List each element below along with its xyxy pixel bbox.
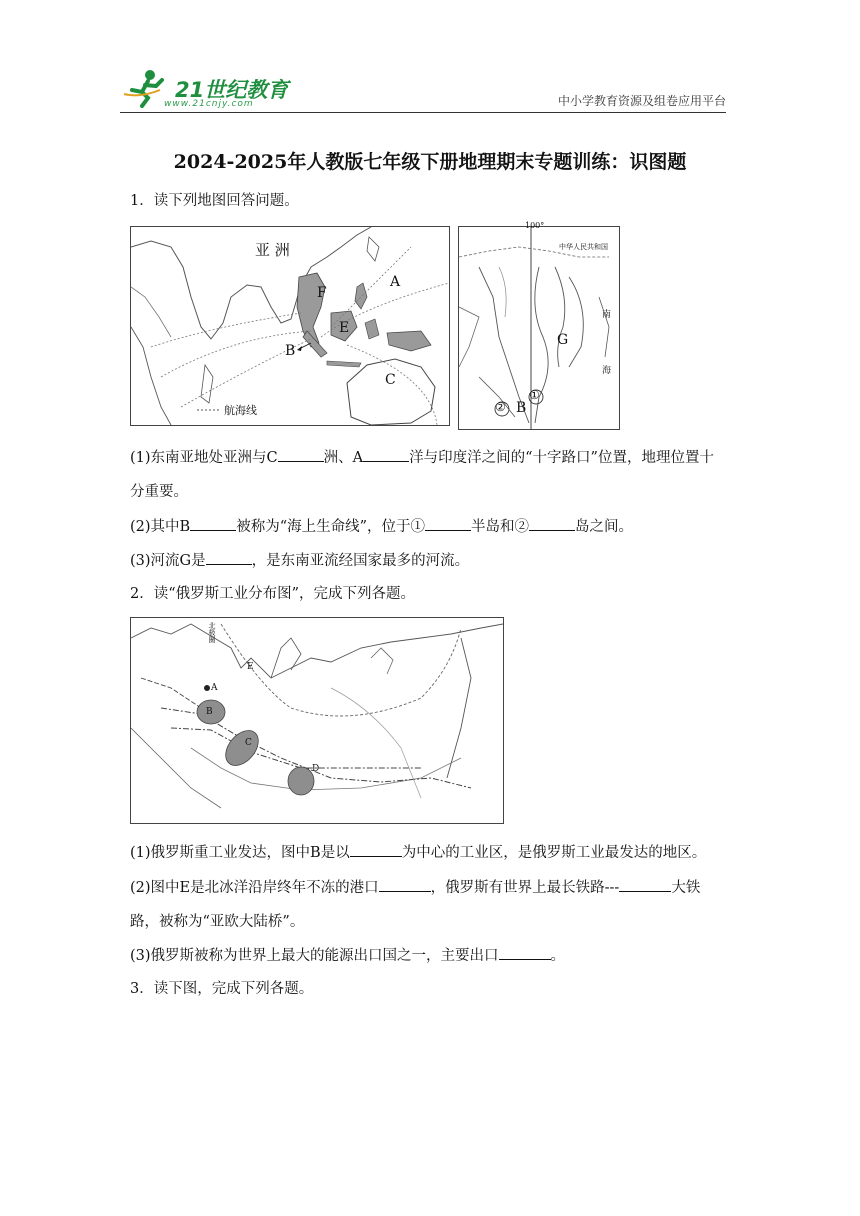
page-header — [120, 68, 726, 116]
header-divider — [120, 112, 726, 113]
q1-blank-island[interactable] — [529, 516, 575, 531]
q1-sub3-text-a: (3)河流G是 — [130, 553, 206, 569]
q2-sub1-text-b: 为中心的工业区，是俄罗斯工业最发达的地区。 — [401, 845, 707, 861]
q2-sub3-text-a: (3)俄罗斯被称为世界上最大的能源出口国之一，主要出口 — [130, 948, 499, 964]
q1-map-indochina — [458, 221, 620, 430]
map1-label-e: E — [339, 320, 350, 336]
q2-sub1-text-a: (1)俄罗斯重工业发达，图中B是以 — [130, 845, 350, 861]
map2-label-b: B — [516, 400, 527, 416]
q1-sub2-text-b: 被称为“海上生命线”，位于① — [236, 519, 426, 535]
logo-text: 21世纪教育 — [175, 78, 289, 102]
map3-label-c: C — [245, 738, 252, 748]
map3-arctic-circle-label: 北极圈 — [208, 622, 216, 643]
logo — [120, 68, 290, 112]
map2-label-g: G — [557, 332, 569, 348]
map1-label-a: A — [390, 274, 401, 290]
map2-label-circle-2: ② — [495, 400, 506, 414]
q1-sub1-text-c: 洋与印度洋之间的“十字路口”位置，地理位置十 — [409, 450, 714, 466]
map2-country-label: 中华人民共和国 — [559, 243, 608, 251]
q1-sub1-text-b: 洲、A — [323, 450, 364, 466]
q1-sub2-text-d: 岛之间。 — [575, 519, 634, 535]
q2-sub1 — [130, 841, 706, 862]
q1-sub3 — [130, 549, 469, 570]
map2-meridian-label: 100° — [525, 221, 545, 230]
map3-label-a: A — [211, 683, 218, 693]
q1-sub2-text-a: (2)其中B — [130, 519, 191, 535]
q2-sub2-text-a: (2)图中E是北冰洋沿岸终年不冻的港口 — [130, 880, 379, 896]
map2-label-circle-1: ① — [529, 388, 540, 402]
q1-sub3-text-b: ，是东南亚流经国家最多的河流。 — [251, 553, 470, 569]
map3-label-b: B — [206, 707, 213, 717]
q2-sub2-line2: 路，被称为“亚欧大陆桥”。 — [130, 914, 305, 930]
q1-blank-continent[interactable] — [278, 447, 324, 462]
q2-sub2-text-b: ，俄罗斯有世界上最长铁路--- — [430, 880, 620, 896]
map1-asia-label: 亚 洲 — [255, 241, 290, 259]
q1-blank-strait[interactable] — [190, 516, 236, 531]
q1-sub1-line1 — [130, 446, 714, 467]
q2-stem: 2．读“俄罗斯工业分布图”，完成下列各题。 — [130, 586, 416, 602]
map3-label-d: D — [312, 764, 320, 774]
q2-sub2-line1 — [130, 876, 700, 897]
q2-blank-energy-export[interactable] — [499, 945, 551, 960]
q1-blank-ocean[interactable] — [363, 447, 409, 462]
q1-blank-river[interactable] — [206, 550, 252, 565]
q2-blank-industrial-center[interactable] — [350, 842, 402, 857]
page-title: 2024-2025年人教版七年级下册地理期末专题训练：识图题 — [173, 151, 687, 173]
q1-blank-peninsula[interactable] — [425, 516, 471, 531]
q1-sub2-text-c: 半岛和② — [471, 519, 530, 535]
q1-sub2 — [130, 515, 633, 536]
q2-blank-port[interactable] — [379, 877, 431, 892]
map3-label-e: E — [247, 662, 254, 672]
q2-blank-railway[interactable] — [619, 877, 671, 892]
q1-map-southeast-asia — [130, 226, 450, 426]
q2-map-russia-industry — [130, 617, 504, 824]
map2-sea-char-1: 南 — [602, 310, 612, 320]
map1-label-f: F — [317, 285, 327, 301]
q1-sub1-text-a: (1)东南亚地处亚洲与C — [130, 450, 278, 466]
q2-sub3 — [130, 944, 565, 965]
logo-url: www.21cnjy.com — [164, 99, 254, 109]
q1-sub1-line2: 分重要。 — [130, 484, 188, 500]
q3-stem: 3．读下图，完成下列各题。 — [130, 981, 314, 997]
map2-sea-char-2: 海 — [602, 366, 612, 376]
map1-legend-label: 航海线 — [224, 404, 257, 417]
map1-label-c: C — [385, 372, 396, 388]
platform-name: 中小学教育资源及组卷应用平台 — [557, 94, 726, 108]
q1-stem: 1．读下列地图回答问题。 — [130, 193, 299, 209]
q2-sub2-text-c: 大铁 — [671, 880, 701, 896]
q2-sub3-text-b: 。 — [550, 948, 566, 964]
map1-label-b: B — [285, 343, 296, 359]
